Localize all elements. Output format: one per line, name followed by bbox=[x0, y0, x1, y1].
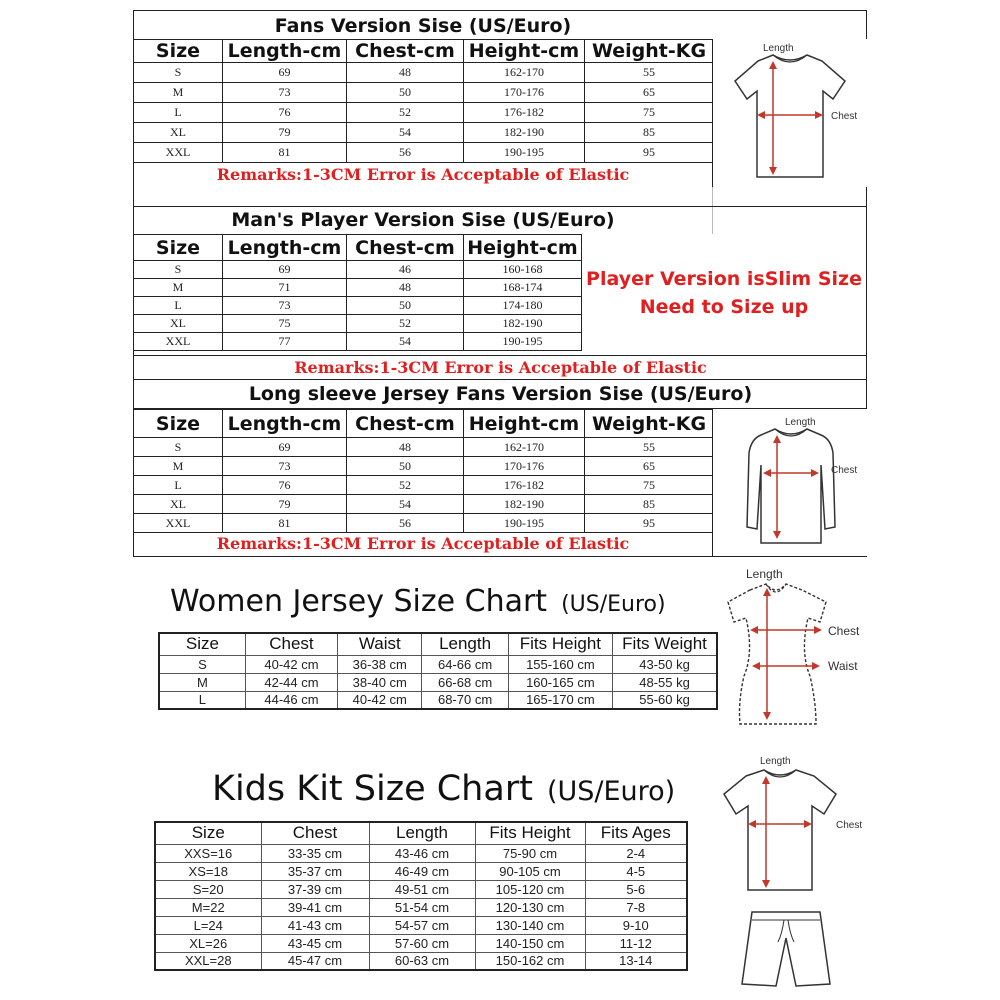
table-cell: 54 bbox=[347, 123, 464, 143]
chest-label: Chest bbox=[828, 624, 860, 638]
header-cell: Length-cm bbox=[223, 40, 347, 63]
table-cell: 79 bbox=[223, 495, 347, 514]
table-cell: 57-60 cm bbox=[369, 934, 475, 952]
table-cell: 174-180 bbox=[464, 297, 582, 315]
table-cell: 190-195 bbox=[464, 514, 585, 533]
table-cell: XL=26 bbox=[155, 934, 261, 952]
length-label: Length bbox=[763, 43, 794, 54]
player-version-divider bbox=[134, 355, 867, 356]
table-cell: 65 bbox=[585, 457, 714, 476]
table-header-row bbox=[155, 822, 687, 844]
table-cell: 79 bbox=[223, 123, 347, 143]
spacer-divider bbox=[712, 187, 713, 207]
header-cell: Chest-cm bbox=[347, 40, 464, 63]
table-cell: 176-182 bbox=[464, 103, 585, 123]
table-cell: 71 bbox=[223, 279, 347, 297]
table-cell: 49-51 cm bbox=[369, 880, 475, 898]
table-cell: 46-49 cm bbox=[369, 862, 475, 880]
long-sleeve-remark: Remarks:1-3CM Error is Acceptable of Elastic bbox=[216, 534, 630, 553]
table-cell: 69 bbox=[223, 63, 347, 83]
table-cell: 76 bbox=[223, 476, 347, 495]
table-cell: 64-66 cm bbox=[422, 655, 508, 673]
table-cell: 69 bbox=[223, 261, 347, 279]
table-cell: XL bbox=[134, 315, 223, 333]
table-cell: 50 bbox=[347, 83, 464, 103]
chest-label: Chest bbox=[831, 465, 858, 476]
table-cell: 73 bbox=[223, 457, 347, 476]
chest-arrow-head-right bbox=[814, 626, 822, 634]
table-cell: 95 bbox=[585, 514, 714, 533]
header-cell: Size bbox=[159, 633, 245, 655]
table-cell: 69 bbox=[223, 438, 347, 457]
header-cell: Length bbox=[369, 822, 475, 844]
table-cell: 48-55 kg bbox=[613, 673, 717, 691]
table-cell: 45-47 cm bbox=[261, 952, 369, 970]
table-cell: 11-12 bbox=[585, 934, 687, 952]
fans-version-section bbox=[133, 10, 867, 188]
fans-version-remark: Remarks:1-3CM Error is Acceptable of Elastic bbox=[216, 165, 630, 184]
table-cell: 13-14 bbox=[585, 952, 687, 970]
kids-subtitle-text: (US/Euro) bbox=[546, 776, 676, 807]
table-cell: 76 bbox=[223, 103, 347, 123]
player-version-table bbox=[133, 234, 582, 351]
player-note-line1: Player Version isSlim Size bbox=[586, 268, 862, 290]
table-cell: 60-63 cm bbox=[369, 952, 475, 970]
table-cell: 120-130 cm bbox=[475, 898, 585, 916]
table-row bbox=[159, 691, 717, 709]
table-row bbox=[134, 83, 714, 103]
women-size-table bbox=[158, 632, 718, 710]
table-cell: 77 bbox=[223, 333, 347, 351]
table-cell: 2-4 bbox=[585, 844, 687, 862]
header-cell: Length bbox=[422, 633, 508, 655]
header-cell: Chest-cm bbox=[347, 410, 464, 438]
table-cell: 52 bbox=[347, 476, 464, 495]
table-cell: 54 bbox=[347, 495, 464, 514]
header-cell: Length-cm bbox=[223, 235, 347, 261]
table-cell: 73 bbox=[223, 297, 347, 315]
table-row bbox=[134, 143, 714, 163]
table-row bbox=[155, 862, 687, 880]
table-cell: XS=18 bbox=[155, 862, 261, 880]
table-cell: 56 bbox=[347, 514, 464, 533]
table-cell: 168-174 bbox=[464, 279, 582, 297]
table-cell: XXL bbox=[134, 333, 223, 351]
table-row bbox=[134, 514, 714, 533]
table-cell: 162-170 bbox=[464, 438, 585, 457]
table-cell: 54 bbox=[347, 333, 464, 351]
table-row bbox=[134, 123, 714, 143]
long-sleeve-diagram-cell bbox=[712, 409, 867, 556]
table-row bbox=[134, 476, 714, 495]
table-row bbox=[159, 673, 717, 691]
header-cell: Length-cm bbox=[223, 410, 347, 438]
table-cell: 75 bbox=[223, 315, 347, 333]
table-cell: 40-42 cm bbox=[338, 691, 422, 709]
table-cell: 41-43 cm bbox=[261, 916, 369, 934]
header-cell: Height-cm bbox=[464, 410, 585, 438]
length-label: Length bbox=[746, 567, 783, 581]
chest-label: Chest bbox=[836, 820, 863, 831]
table-row bbox=[134, 333, 582, 351]
table-cell: 52 bbox=[347, 103, 464, 123]
table-cell: XXL bbox=[134, 514, 223, 533]
table-cell: S bbox=[134, 261, 223, 279]
table-cell: S bbox=[134, 63, 223, 83]
table-cell: 140-150 cm bbox=[475, 934, 585, 952]
table-cell: 55-60 kg bbox=[613, 691, 717, 709]
table-cell: 51-54 cm bbox=[369, 898, 475, 916]
chest-label: Chest bbox=[831, 111, 858, 122]
length-label: Length bbox=[785, 417, 816, 428]
header-cell: Fits Weight bbox=[613, 633, 717, 655]
table-cell: S=20 bbox=[155, 880, 261, 898]
table-header-row bbox=[134, 40, 714, 63]
table-cell: 50 bbox=[347, 457, 464, 476]
kids-size-table bbox=[154, 821, 688, 971]
player-version-note bbox=[581, 265, 867, 321]
table-cell: 85 bbox=[585, 123, 714, 143]
table-cell: 73 bbox=[223, 83, 347, 103]
header-cell: Weight-KG bbox=[585, 410, 714, 438]
table-cell: XXS=16 bbox=[155, 844, 261, 862]
table-cell: XXL bbox=[134, 143, 223, 163]
women-jersey-diagram bbox=[716, 562, 876, 738]
header-cell: Size bbox=[155, 822, 261, 844]
header-cell: Height-cm bbox=[464, 235, 582, 261]
header-cell: Chest bbox=[261, 822, 369, 844]
table-cell: 46 bbox=[347, 261, 464, 279]
table-cell: M bbox=[134, 279, 223, 297]
table-cell: 43-50 kg bbox=[613, 655, 717, 673]
table-header-row bbox=[159, 633, 717, 655]
tshirt-diagram bbox=[713, 39, 868, 187]
table-row bbox=[155, 916, 687, 934]
women-chart-title bbox=[170, 582, 666, 622]
table-row bbox=[134, 103, 714, 123]
table-header-row bbox=[134, 235, 582, 261]
table-cell: 170-176 bbox=[464, 457, 585, 476]
table-cell: 44-46 cm bbox=[245, 691, 337, 709]
player-title-right-cell bbox=[712, 207, 867, 234]
table-row bbox=[134, 63, 714, 83]
table-cell: 182-190 bbox=[464, 495, 585, 514]
table-cell: 52 bbox=[347, 315, 464, 333]
table-cell: 48 bbox=[347, 63, 464, 83]
table-cell: 65 bbox=[585, 83, 714, 103]
table-row bbox=[155, 934, 687, 952]
table-cell: 182-190 bbox=[464, 123, 585, 143]
table-cell: 75 bbox=[585, 476, 714, 495]
header-cell: Size bbox=[134, 40, 223, 63]
table-cell: 36-38 cm bbox=[338, 655, 422, 673]
table-cell: 9-10 bbox=[585, 916, 687, 934]
header-cell: Size bbox=[134, 235, 223, 261]
table-cell: 5-6 bbox=[585, 880, 687, 898]
table-cell: 160-165 cm bbox=[508, 673, 612, 691]
table-row bbox=[134, 457, 714, 476]
table-cell: 160-168 bbox=[464, 261, 582, 279]
table-cell: 150-162 cm bbox=[475, 952, 585, 970]
table-cell: 37-39 cm bbox=[261, 880, 369, 898]
header-cell: Fits Ages bbox=[585, 822, 687, 844]
table-cell: L=24 bbox=[155, 916, 261, 934]
table-row bbox=[134, 297, 582, 315]
table-row bbox=[134, 438, 714, 457]
table-row bbox=[155, 880, 687, 898]
fans-version-table bbox=[133, 39, 714, 163]
table-cell: 50 bbox=[347, 297, 464, 315]
table-cell: S bbox=[134, 438, 223, 457]
table-cell: 130-140 cm bbox=[475, 916, 585, 934]
table-cell: 190-195 bbox=[464, 333, 582, 351]
table-cell: M bbox=[159, 673, 245, 691]
table-row bbox=[134, 315, 582, 333]
table-cell: 170-176 bbox=[464, 83, 585, 103]
table-row bbox=[134, 279, 582, 297]
fans-version-title: Fans Version Sise (US/Euro) bbox=[134, 13, 712, 40]
header-cell: Height-cm bbox=[464, 40, 585, 63]
long-sleeve-title: Long sleeve Jersey Fans Version Sise (US/Euro) bbox=[134, 380, 867, 409]
length-label: Length bbox=[760, 756, 791, 767]
table-cell: L bbox=[134, 476, 223, 495]
table-cell: 38-40 cm bbox=[338, 673, 422, 691]
kids-kit-diagram bbox=[712, 752, 882, 996]
header-cell: Size bbox=[134, 410, 223, 438]
table-cell: 39-41 cm bbox=[261, 898, 369, 916]
table-cell: 40-42 cm bbox=[245, 655, 337, 673]
table-cell: L bbox=[159, 691, 245, 709]
table-row bbox=[155, 898, 687, 916]
table-cell: 75 bbox=[585, 103, 714, 123]
table-cell: 48 bbox=[347, 279, 464, 297]
header-cell: Waist bbox=[338, 633, 422, 655]
table-row bbox=[155, 952, 687, 970]
player-version-section bbox=[133, 206, 867, 380]
header-cell: Fits Height bbox=[508, 633, 612, 655]
table-cell: 7-8 bbox=[585, 898, 687, 916]
table-cell: 75-90 cm bbox=[475, 844, 585, 862]
table-cell: M bbox=[134, 457, 223, 476]
women-jersey-outline bbox=[728, 584, 826, 724]
table-cell: 81 bbox=[223, 143, 347, 163]
table-cell: 35-37 cm bbox=[261, 862, 369, 880]
table-cell: M bbox=[134, 83, 223, 103]
table-row bbox=[159, 655, 717, 673]
table-cell: 165-170 cm bbox=[508, 691, 612, 709]
table-cell: 4-5 bbox=[585, 862, 687, 880]
table-cell: 190-195 bbox=[464, 143, 585, 163]
table-row bbox=[134, 495, 714, 514]
table-cell: XL bbox=[134, 495, 223, 514]
section-spacer bbox=[133, 187, 867, 207]
header-cell: Chest-cm bbox=[347, 235, 464, 261]
long-sleeve-table bbox=[133, 409, 714, 533]
table-cell: L bbox=[134, 103, 223, 123]
kids-shirt-outline bbox=[724, 770, 836, 890]
table-cell: 85 bbox=[585, 495, 714, 514]
table-header-row bbox=[134, 410, 714, 438]
kids-shorts-outline bbox=[742, 912, 830, 986]
kids-chart-title bbox=[212, 766, 675, 812]
table-cell: S bbox=[159, 655, 245, 673]
tshirt-outline bbox=[735, 55, 845, 177]
header-cell: Chest bbox=[245, 633, 337, 655]
women-subtitle-text: (US/Euro) bbox=[561, 592, 666, 617]
long-sleeve-section bbox=[133, 379, 867, 557]
table-cell: L bbox=[134, 297, 223, 315]
table-row bbox=[155, 844, 687, 862]
table-cell: 66-68 cm bbox=[422, 673, 508, 691]
table-cell: 105-120 cm bbox=[475, 880, 585, 898]
table-cell: 55 bbox=[585, 438, 714, 457]
table-cell: 42-44 cm bbox=[245, 673, 337, 691]
player-version-remark: Remarks:1-3CM Error is Acceptable of Elastic bbox=[294, 358, 707, 377]
table-cell: 43-46 cm bbox=[369, 844, 475, 862]
long-sleeve-diagram bbox=[713, 409, 868, 556]
table-cell: XXL=28 bbox=[155, 952, 261, 970]
kids-title-text: Kids Kit Size Chart bbox=[212, 769, 533, 809]
table-cell: 95 bbox=[585, 143, 714, 163]
table-cell: 68-70 cm bbox=[422, 691, 508, 709]
table-cell: XL bbox=[134, 123, 223, 143]
table-row bbox=[134, 261, 582, 279]
header-cell: Fits Height bbox=[475, 822, 585, 844]
table-cell: 48 bbox=[347, 438, 464, 457]
table-cell: 56 bbox=[347, 143, 464, 163]
waist-label: Waist bbox=[828, 659, 858, 673]
table-cell: 43-45 cm bbox=[261, 934, 369, 952]
table-cell: 90-105 cm bbox=[475, 862, 585, 880]
table-cell: 55 bbox=[585, 63, 714, 83]
fans-version-diagram-cell bbox=[712, 39, 867, 187]
table-cell: 155-160 cm bbox=[508, 655, 612, 673]
table-cell: 54-57 cm bbox=[369, 916, 475, 934]
table-cell: 33-35 cm bbox=[261, 844, 369, 862]
header-cell: Weight-KG bbox=[585, 40, 714, 63]
table-cell: M=22 bbox=[155, 898, 261, 916]
player-note-line2: Need to Size up bbox=[639, 296, 809, 318]
waist-arrow-head-right bbox=[812, 662, 820, 670]
long-sleeve-outline bbox=[747, 429, 835, 543]
women-title-text: Women Jersey Size Chart bbox=[170, 584, 548, 619]
table-cell: 182-190 bbox=[464, 315, 582, 333]
table-cell: 162-170 bbox=[464, 63, 585, 83]
table-cell: 176-182 bbox=[464, 476, 585, 495]
player-version-title: Man's Player Version Sise (US/Euro) bbox=[231, 209, 615, 231]
table-cell: 81 bbox=[223, 514, 347, 533]
